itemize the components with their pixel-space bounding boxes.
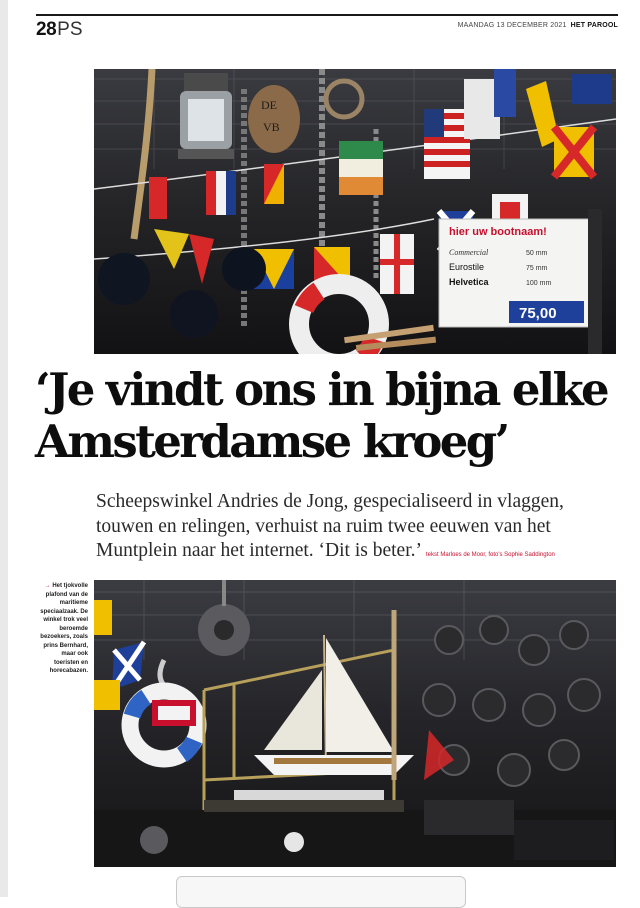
intro-line-1: Scheepswinkel Andries de Jong, gespecialiseerd in vlaggen, <box>96 491 564 512</box>
sign-heading: hier uw bootnaam! <box>449 226 547 238</box>
page-number: 28 <box>36 19 57 40</box>
page-edge <box>0 0 8 897</box>
intro-line-3-text: Muntplein naar het internet. ‘Dit is beter.’ <box>96 540 422 561</box>
header-rule <box>36 14 618 16</box>
sign-font-helvetica: Helvetica <box>449 277 489 287</box>
next-page-tab[interactable] <box>176 876 466 908</box>
byline-credit: tekst Marloes de Moor, foto's Sophie Saddington <box>426 552 555 558</box>
bottom-photo-illustration <box>94 580 616 867</box>
headline-line-1: ‘Je vindt ons in bijna elke <box>35 363 608 416</box>
intro-line-2: touwen en relingen, verhuist na ruim twee eeuwen van het <box>96 515 551 537</box>
intro-paragraph <box>96 490 618 568</box>
dateline <box>458 22 618 29</box>
top-photo-illustration <box>94 69 616 354</box>
block-letters-bottom: VB <box>263 120 280 134</box>
issue-date: MAANDAG 13 DECEMBER 2021 <box>457 22 567 29</box>
top-photo <box>94 69 616 354</box>
headline <box>35 364 625 468</box>
caption-text: Het tjokvolle plafond van de maritieme speciaalzaak. De winkel trok veel beroemde bezoekers, zoals prins Bernhard, maar ook toeristen en horecabazen. <box>40 583 88 674</box>
page-folio <box>36 19 83 41</box>
sign-size-75: 75 mm <box>526 265 548 272</box>
photo-caption <box>36 582 88 676</box>
section-name: PS <box>57 19 83 40</box>
sign-font-commercial: Commercial <box>449 248 489 257</box>
bottom-photo <box>94 580 616 867</box>
price-tag: 75,00 <box>519 305 557 322</box>
sign-size-50: 50 mm <box>526 250 548 257</box>
headline-line-2: Amsterdamse kroeg’ <box>35 415 508 468</box>
block-letters-top: DE <box>261 98 277 112</box>
caption-arrow-icon: → <box>44 583 51 589</box>
bootnaam-sign <box>439 219 589 327</box>
sign-font-eurostile: Eurostile <box>449 262 485 272</box>
intro-line-3 <box>96 539 618 568</box>
sign-size-100: 100 mm <box>526 280 552 287</box>
lantern-icon <box>178 73 234 159</box>
publication-name: HET PAROOL <box>570 22 618 29</box>
